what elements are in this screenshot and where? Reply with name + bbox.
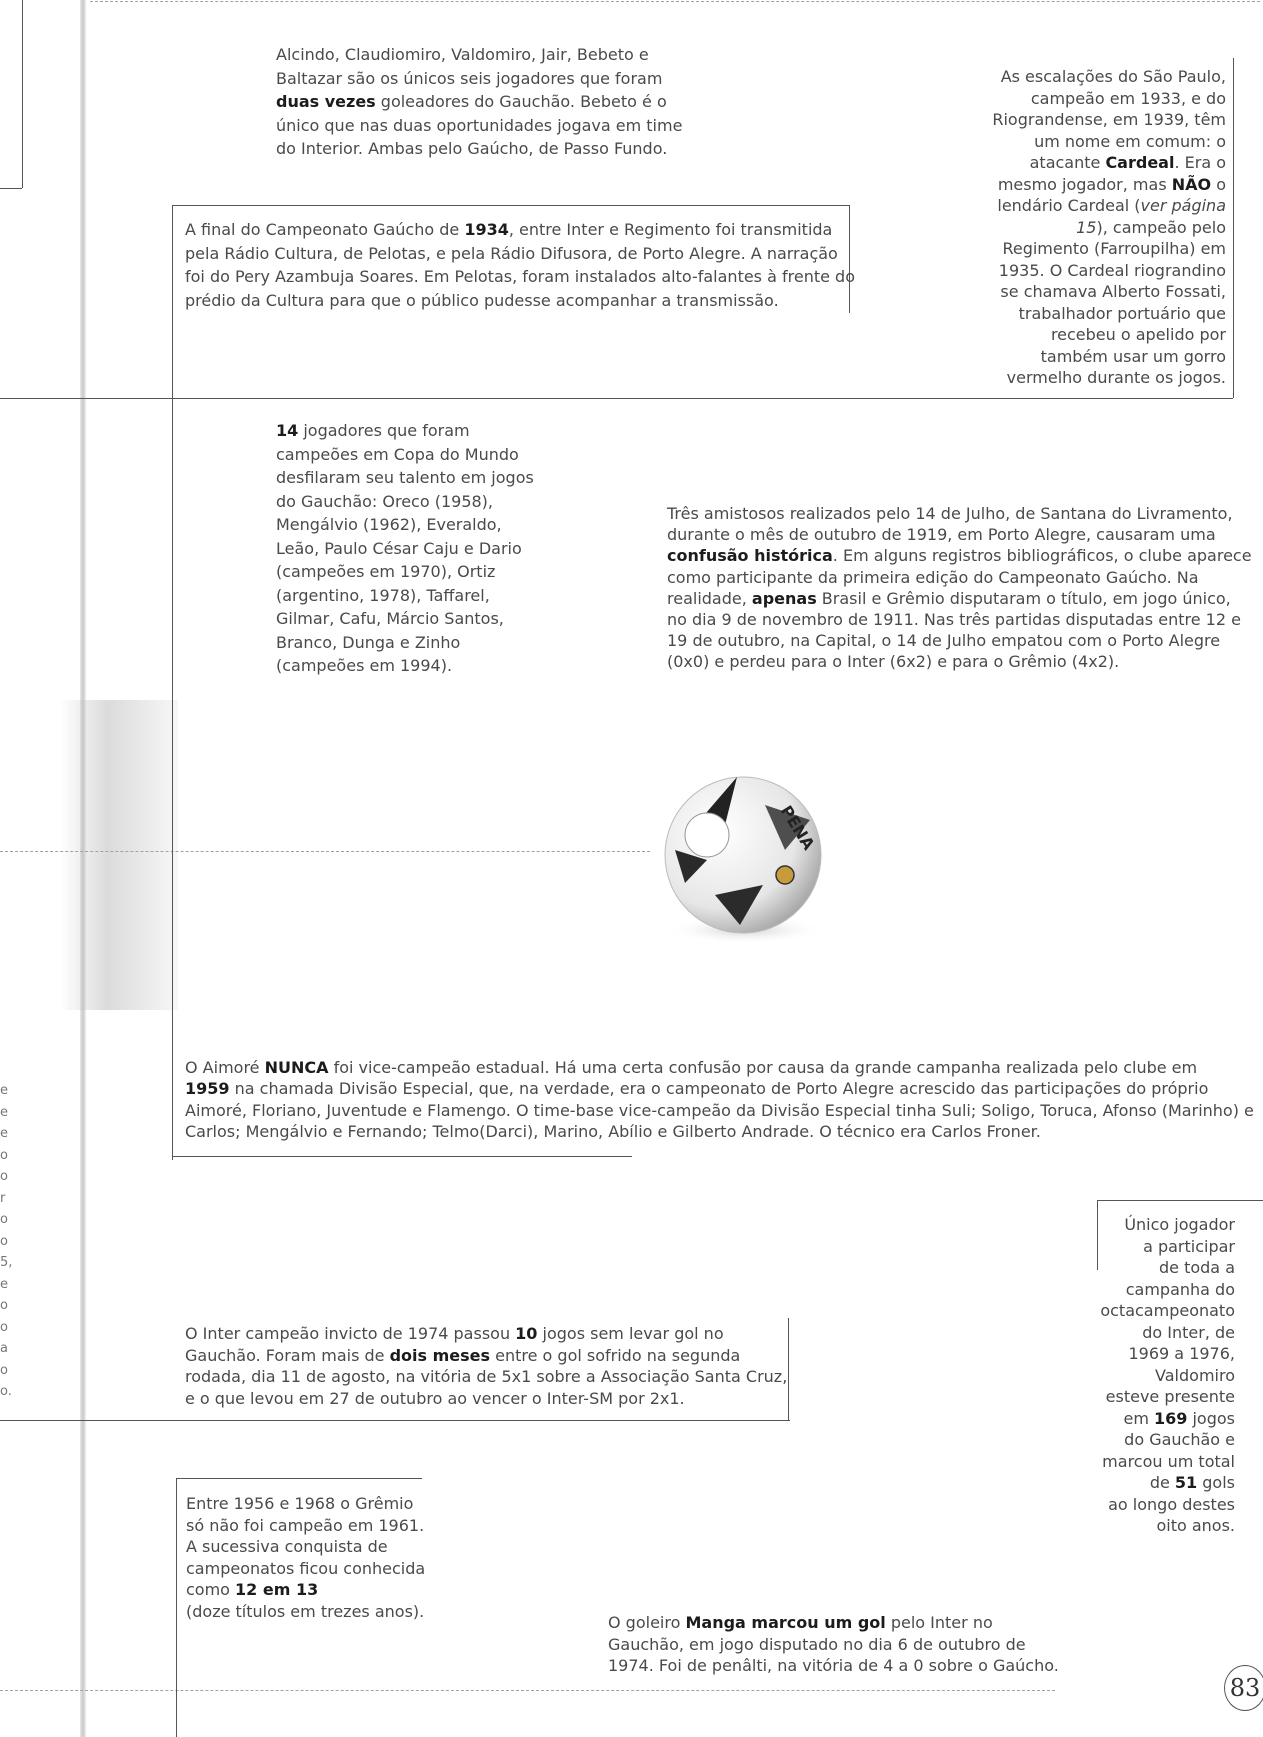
rule-gremio-left [176,1478,177,1737]
fact-radio-box-left-extension [172,312,173,398]
fact-14-de-julho: Três amistosos realizados pelo 14 de Julho, de Santana do Livramento, durante o mês de outubro de 1919, em Porto Alegre, causaram uma confusão histórica. Em alguns registros bibliográficos, o clube aparece como participante da primeira edição do Campeonato Gaúcho. Na realidade, apenas Brasil e Grêmio disputaram o título, em jogo único, no dia 9 de novembro de 1911. Nas três partidas disputadas entre 12 e 19 de outubro, na Capital, o 14 de Julho empatou com o Porto Alegre (0x0) e perdeu para o Inter (6x2) e para o Grêmio (4x2). [667,504,1252,672]
soccer-ball-icon [645,765,835,955]
rule-aimore-bottom [172,1156,632,1157]
fact-aimore: O Aimoré NUNCA foi vice-campeão estadual. Há uma certa confusão por causa da grande campanha realizada pelo clube em 1959 na chamada Divisão Especial, que, na verdade, era o campeonato de Porto Alegre acrescido das participações do próprio Aimoré, Floriano, Juventude e Flamengo. O time-base vice-campeão da Divisão Especial tinha Suli; Soligo, Toruca, Afonso (Marinho) e Carlos; Mengálvio e Fernando; Telmo(Darci), Marino, Abílio e Gilberto Andrade. O técnico era Carlos Froner. [185,1058,1254,1142]
rule-right-1 [1233,58,1234,398]
gutter-shadow [60,700,178,1010]
fact-top-scorers: Alcindo, Claudiomiro, Valdomiro, Jair, Bebeto e Baltazar são os únicos seis jogadores que foram duas vezes goleadores do Gauchão. Bebeto é o único que nas duas oportunidades jogava em time do Interior. Ambas pelo Gaúcho, de Passo Fundo. [276,45,683,158]
fact-inter-1974: O Inter campeão invicto de 1974 passou 10 jogos sem levar gol no Gauchão. Foram mais de dois meses entre o gol sofrido na segunda rodada, dia 11 de agosto, na vitória de 5x1 sobre a Associação Santa Cruz, e o que levou em 27 de outubro ao vencer o Inter-SM por 2x1. [185,1324,788,1408]
ball-brand-text: PENA [776,802,819,854]
bottom-dashed-rule [0,1690,1055,1691]
rule-left-main [172,398,173,1160]
rule-inter-bottom [0,1420,790,1421]
rule-gremio-top [176,1478,422,1479]
fact-cardeal: As escalações do São Paulo, campeão em 1933, e do Riograndense, em 1939, têm um nome em comum: o atacante Cardeal. Era o mesmo jogador, mas NÃO o lendário Cardeal (ver página 15), campeão pelo Regimento (Farroupilha) em 1935. O Cardeal riograndino se chamava Alberto Fossati, trabalhador portuário que recebeu o apelido por também usar um gorro vermelho durante os jogos. [992,67,1226,387]
fact-valdomiro: Único jogador a participar de toda a campanha do octacampeonato do Inter, de 1969 a 1976, Valdomiro esteve presente em 169 jogos do Gauchão e marcou um total de 51 gols ao longo destes oito anos. [1100,1215,1235,1535]
fact-radio-broadcast: A final do Campeonato Gaúcho de 1934, entre Inter e Regimento foi transmitida pela Rádio Cultura, de Pelotas, e pela Rádio Difusora, de Porto Alegre. A narração foi do Pery Azambuja Soares. Em Pelotas, foram instalados alto-falantes à frente do prédio da Cultura para que o público pudesse acompanhar a transmissão. [185,220,855,310]
rule-row-1 [0,398,1233,399]
fact-gremio-12-em-13: Entre 1956 e 1968 o Grêmio só não foi campeão em 1961. A sucessiva conquista de campeonatos ficou conhecida como 12 em 13 (doze títulos em trezes anos). [186,1494,426,1621]
prev-page-rule-vertical [22,0,23,188]
fact-world-cup-champions: 14 jogadores que foram campeões em Copa do Mundo desfilaram seu talento em jogos do Gauchão: Oreco (1958), Mengálvio (1962), Everaldo, Leão, Paulo César Caju e Dario (campeões em 1970), Ortiz (argentino, 1978), Taffarel, Gilmar, Cafu, Márcio Santos, Branco, Dunga e Zinho (campeões em 1994). [276,421,534,675]
rule-valdomiro-top [1097,1200,1263,1201]
fact-manga-goal: O goleiro Manga marcou um gol pelo Inter no Gauchão, em jogo disputado no dia 6 de outubro de 1974. Foi de penâlti, na vitória de 4 a 0 sobre o Gaúcho. [608,1613,1059,1675]
rule-inter-right [788,1318,789,1420]
prev-page-rule [0,188,22,189]
page-number: 83 [1224,1665,1263,1711]
prev-page-text: e e e o o r o o 5, e o o a o o. [0,1083,13,1399]
middle-dashed-rule [0,851,650,852]
top-dashed-rule [90,1,1260,2]
